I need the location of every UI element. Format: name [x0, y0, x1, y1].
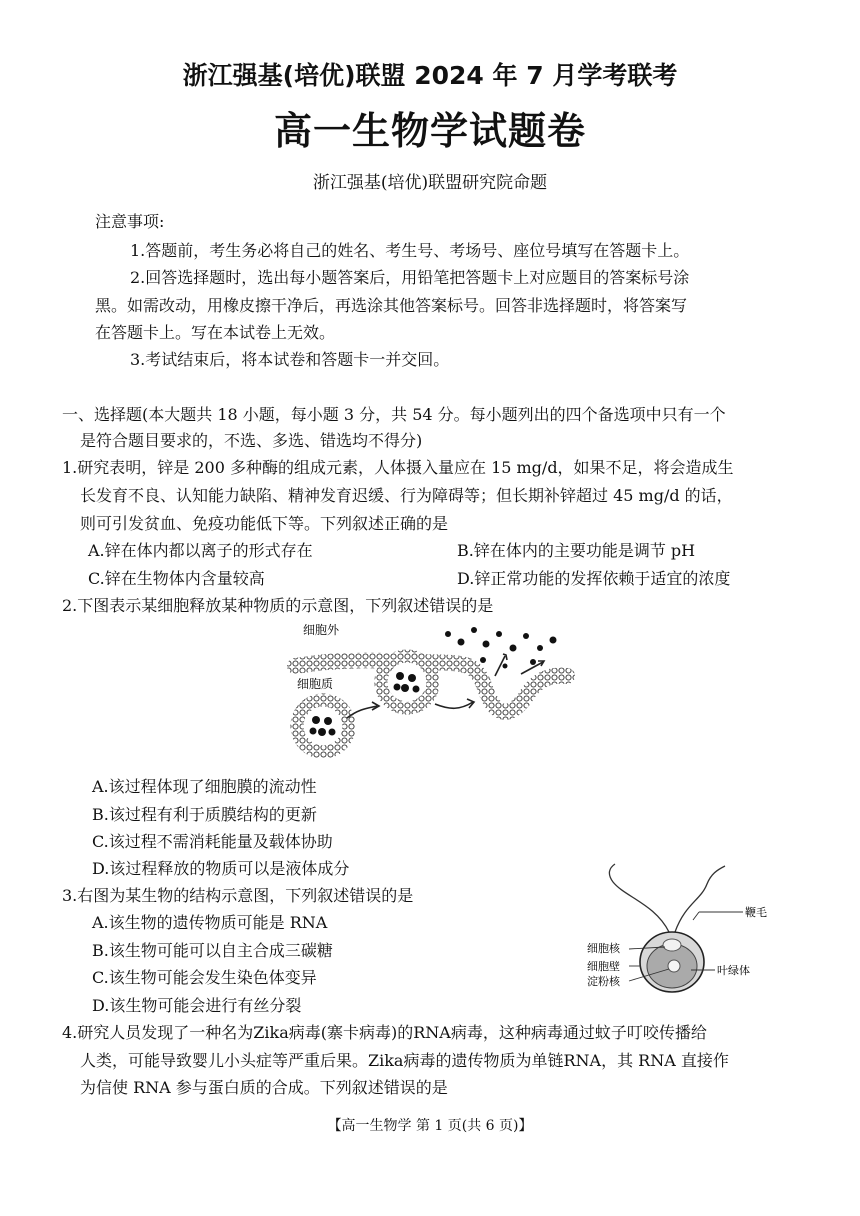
question-1-option-c: C.锌在生物体内含量较高 [88, 569, 265, 588]
flagellum-left [609, 864, 669, 932]
page-footer: 【高一生物学 第 1 页(共 6 页)】 [327, 1118, 533, 1134]
label-extracellular: 细胞外 [303, 623, 340, 637]
nucleus [663, 939, 681, 951]
question-3-stem: 3.右图为某生物的结构示意图，下列叙述错误的是 [62, 886, 414, 905]
label-chloroplast: 叶绿体 [717, 964, 750, 977]
section-heading-line-2: 是符合题目要求的，不选、多选、错选均不得分) [80, 431, 423, 450]
exocytosis-diagram [285, 618, 575, 768]
question-1-stem-line-3: 则可引发贫血、免疫功能低下等。下列叙述正确的是 [80, 514, 449, 533]
exam-subtitle: 浙江强基(培优)联盟研究院命题 [312, 173, 548, 193]
notice-item-3: 3.考试结束后，将本试卷和答题卡一并交回。 [130, 350, 450, 369]
question-4-stem-line-2: 人类，可能导致婴儿小头症等严重后果。Zika病毒的遗传物质为单链RNA，其 RNA 直接作 [80, 1051, 729, 1070]
question-2-option-a: A.该过程体现了细胞膜的流动性 [92, 777, 317, 796]
notice-item-2-line-2: 黑。如需改动，用橡皮擦干净后，再选涂其他答案标号。回答非选择题时，将答案写 [95, 296, 688, 315]
question-2-option-b: B.该过程有利于质膜结构的更新 [92, 805, 317, 824]
question-1-option-d: D.锌正常功能的发挥依赖于适宜的浓度 [457, 569, 731, 588]
question-1-stem-line-1: 1.研究表明，锌是 200 多种酶的组成元素，人体摄入量应在 15 mg/d，如果不足，将会造成生 [62, 458, 734, 477]
notice-item-2-line-1: 2.回答选择题时，选出每小题答案后，用铅笔把答题卡上对应题目的答案标号涂 [130, 268, 690, 287]
question-3-option-b: B.该生物可能可以自主合成三碳糖 [92, 941, 333, 960]
question-3-option-d: D.该生物可能会进行有丝分裂 [92, 996, 302, 1015]
page-title: 高一生物学试题卷 [273, 109, 586, 153]
label-nucleus: 细胞核 [587, 942, 620, 955]
question-1-stem-line-2: 长发育不良、认知能力缺陷、精神发育迟缓、行为障碍等；但长期补锌超过 45 mg/d 的话， [80, 486, 733, 505]
question-3-option-a: A.该生物的遗传物质可能是 RNA [92, 913, 328, 932]
exam-header: 浙江强基(培优)联盟 2024 年 7 月学考联考 [182, 61, 678, 90]
question-2-option-c: C.该过程不需消耗能量及载体协助 [92, 832, 333, 851]
label-cell-wall: 细胞壁 [587, 960, 620, 973]
question-2-stem: 2.下图表示某细胞释放某种物质的示意图，下列叙述错误的是 [62, 596, 494, 615]
vesicle-internal [297, 700, 349, 752]
notice-heading: 注意事项: [95, 212, 165, 231]
question-2-option-d: D.该过程释放的物质可以是液体成分 [92, 859, 350, 878]
question-1-option-a: A.锌在体内都以离子的形式存在 [88, 541, 313, 560]
flagellum-right [675, 866, 725, 932]
section-heading-line-1: 一、选择题(本大题共 18 小题，每小题 3 分，共 54 分。每小题列出的四个备选项中只有一个 [62, 405, 726, 424]
notice-item-2-line-3: 在答题卡上。写在本试卷上无效。 [95, 323, 336, 342]
label-cytoplasm: 细胞质 [297, 677, 334, 691]
question-4-stem-line-1: 4.研究人员发现了一种名为Zika病毒(寨卡病毒)的RNA病毒，这种病毒通过蚊子叮咬传播给 [62, 1023, 707, 1042]
question-1-option-b: B.锌在体内的主要功能是调节 pH [457, 541, 696, 560]
notice-item-1: 1.答题前，考生务必将自己的姓名、考生号、考场号、座位号填写在答题卡上。 [130, 241, 690, 260]
question-3-option-c: C.该生物可能会发生染色体变异 [92, 968, 317, 987]
vesicle-fused [381, 656, 433, 708]
chlamydomonas-diagram [585, 862, 767, 1002]
pyrenoid [668, 960, 680, 972]
label-pyrenoid: 淀粉核 [587, 975, 620, 988]
question-4-stem-line-3: 为信使 RNA 参与蛋白质的合成。下列叙述错误的是 [80, 1078, 448, 1097]
label-flagellum: 鞭毛 [745, 906, 767, 919]
